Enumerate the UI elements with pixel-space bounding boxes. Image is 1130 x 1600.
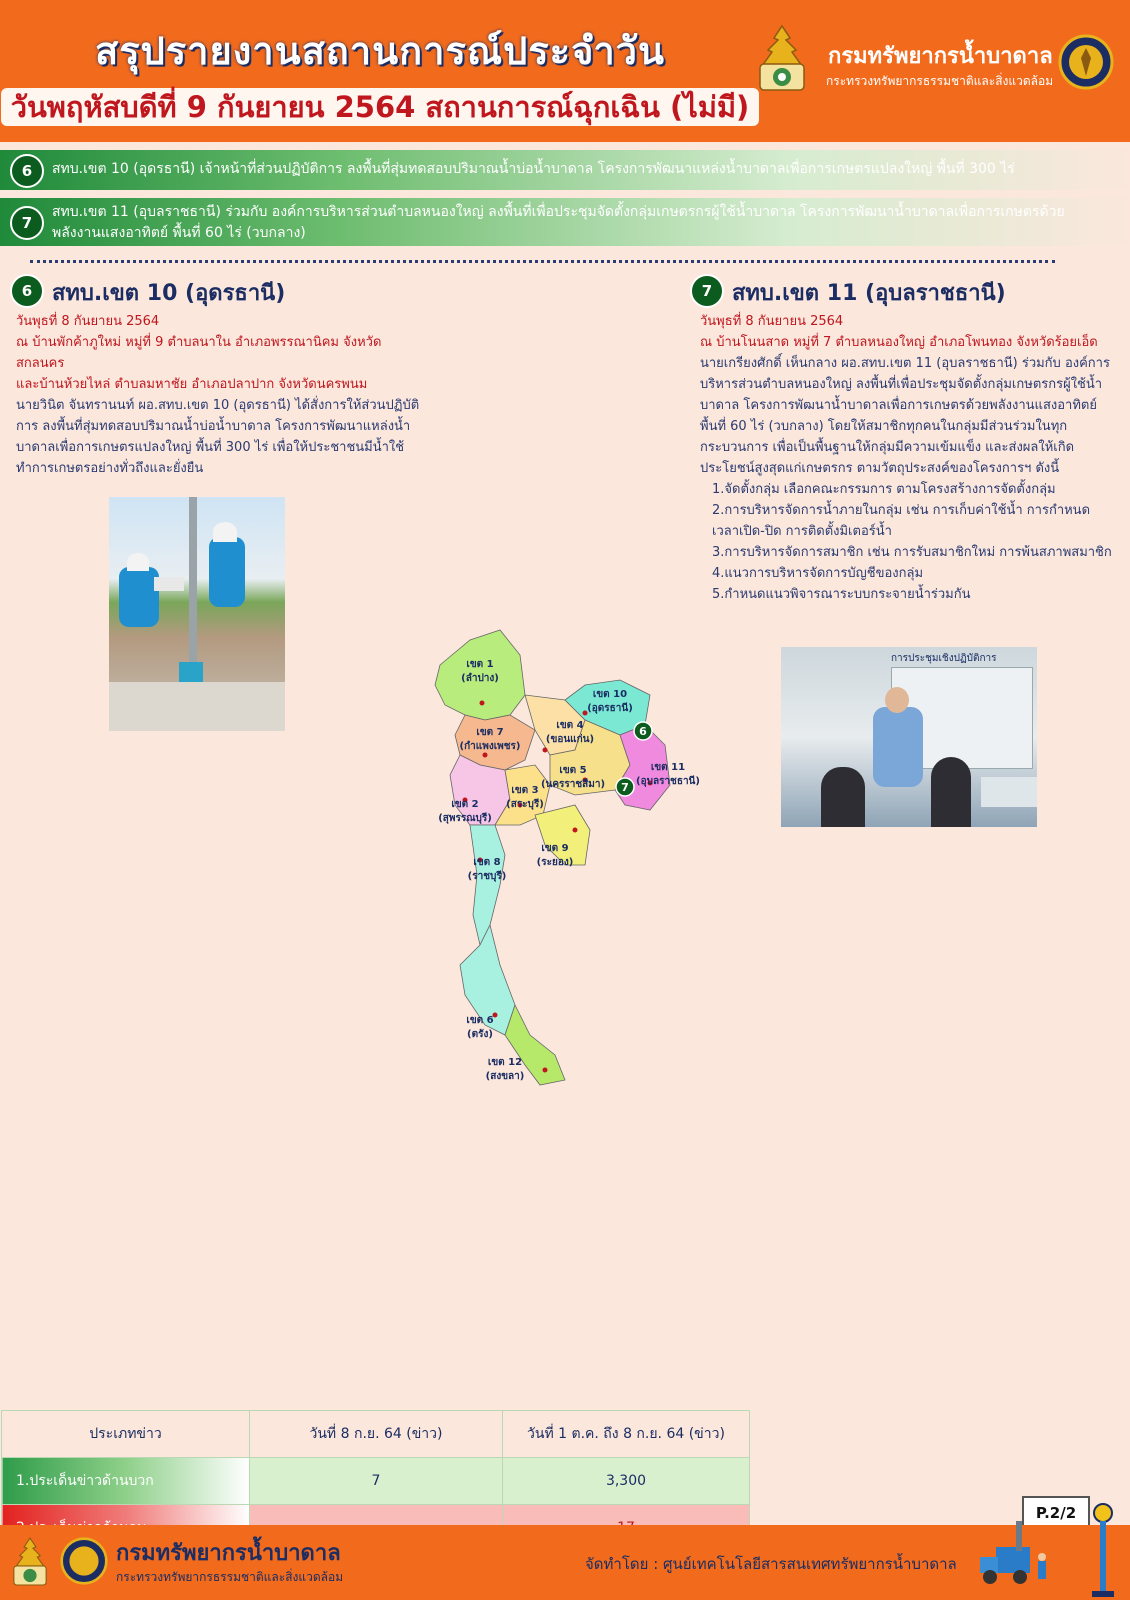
table-cell: 7 [250, 1458, 503, 1505]
svg-text:(อุดรธานี): (อุดรธานี) [587, 703, 633, 714]
section-number-badge: 7 [690, 274, 724, 308]
svg-text:(ตรัง): (ตรัง) [467, 1029, 493, 1040]
svg-text:(สระบุรี): (สระบุรี) [506, 799, 544, 810]
ministry-emblem-icon [1058, 34, 1114, 90]
left-body: นายวินิต จันทรานนท์ ผอ.สทบ.เขต 10 (อุดรธานี) ได้สั่งการให้ส่วนปฏิบัติการ ลงพื้นที่สุ่มทดสอบปริมาณน้ำบ่อน้ำบาดาล โครงการพัฒนาแหล่งน้ำบาดาลเพื่อการเกษตรแปลงใหญ่ พื้นที่ 300 ไร่ เพื่อให้ประชาชนมีน้ำใช้ทำการเกษตรอย่างทั่วถึงและยั่งยืน [16, 398, 420, 476]
section-title-left: สทบ.เขต 10 (อุดรธานี) [52, 281, 286, 306]
table-cell: 3,300 [503, 1458, 750, 1505]
footer-banner [0, 1525, 1130, 1600]
news-bar-number: 6 [10, 154, 44, 188]
svg-text:เขต 3: เขต 3 [511, 785, 539, 796]
map-badge [634, 722, 652, 740]
table-row [2, 1458, 750, 1505]
footer-org-subtitle: กระทรวงทรัพยากรธรรมชาติและสิ่งแวดล้อม [116, 1570, 344, 1584]
svg-text:6: 6 [639, 725, 647, 738]
map-badge [616, 778, 634, 796]
svg-text:(สงขลา): (สงขลา) [485, 1071, 525, 1082]
svg-text:(นครราชสีมา): (นครราชสีมา) [540, 779, 606, 790]
section-number-badge: 6 [10, 274, 44, 308]
left-place-1: ณ บ้านพักค้าภูใหม่ หมู่ที่ 9 ตำบลนาใน อำเภอพรรณานิคม จังหวัดสกลนคร [16, 335, 382, 371]
footer-org-name: กรมทรัพยากรน้ำบาดาล [116, 1541, 341, 1566]
page-subtitle [0, 84, 760, 130]
right-body: นายเกรียงศักดิ์ เห็นกลาง ผอ.สทบ.เขต 11 (อุบลราชธานี) ร่วมกับ องค์การบริหารส่วนตำบลหนองใหญ่ ลงพื้นที่เพื่อประชุมจัดตั้งกลุ่มเกษตรกรผู้ใช้น้ำบาดาล โครงการพัฒนาน้ำบาดาลเพื่อการเกษตรด้วยพลังงานแสงอาทิตย์ พื้นที่ 60 ไร่ (วบกลาง) โดยให้สมาชิกทุกคนในกลุ่มมีส่วนร่วมในทุกกระบวนการ เพื่อเป็นพื้นฐานให้กลุ่มมีความเข้มแข็ง และส่งผลให้เกิดประโยชน์สูงสุดแก่เกษตรกร ตามวัตถุประสงค์ของโครงการฯ ดังนี้ [700, 356, 1110, 476]
svg-text:เขต 9: เขต 9 [541, 843, 569, 854]
right-item: 5.กำหนดแนวพิจารณาระบบกระจายน้ำร่วมกัน [712, 587, 971, 602]
news-bar-text: สทบ.เขต 10 (อุดรธานี) เจ้าหน้าที่ส่วนปฏิบัติการ ลงพื้นที่สุ่มทดสอบปริมาณน้ำบ่อน้ำบาดาล โครงการพัฒนาแหล่งน้ำบาดาลเพื่อการเกษตรแปลงใหญ่ พื้นที่ 300 ไร่ [52, 161, 1015, 177]
table-header-cell: วันที่ 8 ก.ย. 64 (ข่าว) [250, 1411, 503, 1458]
svg-text:เขต 10: เขต 10 [592, 689, 628, 700]
drilling-truck-icon [976, 1517, 1066, 1597]
table-row-label: 1.ประเด็นข่าวด้านบวก [2, 1458, 250, 1505]
svg-text:เขต 4: เขต 4 [556, 720, 584, 731]
svg-text:เขต 2: เขต 2 [451, 799, 479, 810]
right-item: 2.การบริหารจัดการน้ำภายในกลุ่ม เช่น การเก็บค่าใช้น้ำ การกำหนดเวลาเปิด-ปิด การติดตั้งมิเตอร์น้ำ [712, 503, 1091, 539]
section-divider [30, 260, 1055, 263]
svg-text:(สุพรรณบุรี): (สุพรรณบุรี) [438, 813, 492, 824]
svg-text:(ลำปาง): (ลำปาง) [461, 673, 499, 684]
svg-text:(ราชบุรี): (ราชบุรี) [467, 871, 507, 882]
right-item: 1.จัดตั้งกลุ่ม เลือกคณะกรรมการ ตามโครงสร้างการจัดตั้งกลุ่ม [712, 482, 1056, 497]
svg-text:เขต 5: เขต 5 [559, 765, 587, 776]
meeting-banner-text: การประชุมเชิงปฏิบัติการ [891, 653, 997, 664]
map-label [486, 1057, 525, 1082]
svg-text:เขต 8: เขต 8 [473, 857, 501, 868]
page-subtitle-text: วันพฤหัสบดีที่ 9 กันยายน 2564 สถานการณ์ฉุกเฉิน (ไม่มี) [1, 88, 760, 126]
thailand-region-map [425, 625, 705, 1105]
meeting-photo [781, 647, 1037, 827]
news-bar-6 [0, 150, 1130, 190]
svg-text:เขต 6: เขต 6 [466, 1015, 494, 1026]
page-number: P.2/2 [1022, 1496, 1090, 1530]
right-place: ณ บ้านโนนสาด หมู่ที่ 7 ตำบลหนองใหญ่ อำเภอโพนทอง จังหวัดร้อยเอ็ด [700, 335, 1098, 350]
table-header-row [2, 1411, 750, 1458]
department-seal-icon [752, 24, 812, 96]
news-bar-7 [0, 198, 1130, 246]
left-place-2: และบ้านห้วยไหล่ ตำบลมหาชัย อำเภอปลาปาก จังหวัดนครพนม [16, 377, 368, 392]
svg-text:เขต 12: เขต 12 [487, 1057, 523, 1068]
news-bar-text: สทบ.เขต 11 (อุบลราชธานี) ร่วมกับ องค์การบริหารส่วนตำบลหนองใหญ่ ลงพื้นที่เพื่อประชุมจัดตั้งกลุ่มเกษตรกรผู้ใช้น้ำบาดาล โครงการพัฒนาน้ำบาดาลเพื่อการเกษตรด้วยพลังงานแสงอาทิตย์ พื้นที่ 60 ไร่ (วบกลาง) [52, 204, 1065, 241]
left-article [16, 311, 426, 479]
svg-text:7: 7 [621, 781, 629, 794]
svg-text:(ขอนแก่น): (ขอนแก่น) [545, 734, 595, 745]
org-subtitle: กระทรวงทรัพยากรธรรมชาติและสิ่งแวดล้อม [826, 74, 1054, 88]
footer-made-by: จัดทำโดย : ศูนย์เทคโนโลยีสารสนเทศทรัพยากรน้ำบาดาล [585, 1555, 957, 1573]
ministry-emblem-icon [60, 1537, 108, 1585]
groundwater-pump-icon [1088, 1503, 1118, 1599]
header-banner [0, 0, 1130, 142]
svg-text:(กำแพงเพชร): (กำแพงเพชร) [459, 741, 521, 752]
left-date: วันพุธที่ 8 กันยายน 2564 [16, 314, 160, 329]
right-article [700, 311, 1112, 605]
right-item: 4.แนวการบริหารจัดการบัญชีของกลุ่ม [712, 566, 924, 581]
section-title-right: สทบ.เขต 11 (อุบลราชธานี) [732, 281, 1006, 306]
svg-text:เขต 7: เขต 7 [476, 727, 504, 738]
right-item: 3.การบริหารจัดการสมาชิก เช่น การรับสมาชิกใหม่ การพ้นสภาพสมาชิก [712, 545, 1112, 560]
svg-text:เขต 1: เขต 1 [466, 659, 494, 670]
page-title: สรุปรายงานสถานการณ์ประจำวัน [95, 29, 665, 73]
table-header-cell: ประเภทข่าว [2, 1411, 250, 1458]
svg-text:เขต 11: เขต 11 [650, 762, 686, 773]
svg-text:(อุบลราชธานี): (อุบลราชธานี) [636, 776, 700, 787]
news-bar-number: 7 [10, 206, 44, 240]
table-header-cell: วันที่ 1 ต.ค. ถึง 8 ก.ย. 64 (ข่าว) [503, 1411, 750, 1458]
department-seal-icon [8, 1535, 52, 1591]
right-date: วันพุธที่ 8 กันยายน 2564 [700, 314, 844, 329]
svg-text:(ระยอง): (ระยอง) [536, 857, 574, 868]
org-name: กรมทรัพยากรน้ำบาดาล [828, 44, 1053, 69]
field-work-photo [109, 497, 285, 731]
